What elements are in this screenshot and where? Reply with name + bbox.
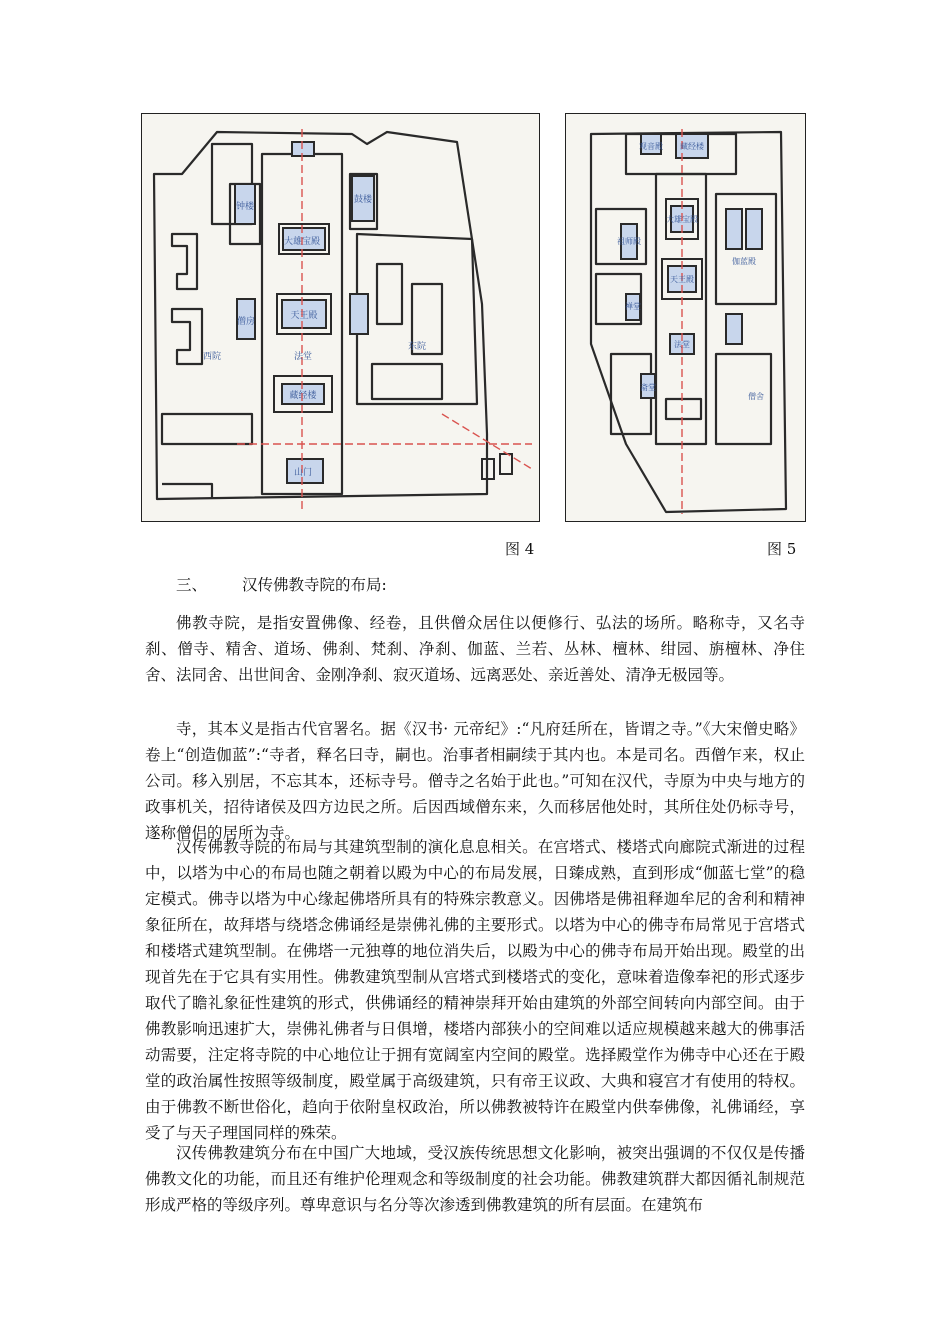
- figure-4-temple-plan: [141, 113, 540, 522]
- fig4-label-monk-quarters: 僧房: [236, 317, 256, 327]
- fig4-label-main-hall: 大雄宝殿: [283, 237, 321, 247]
- fig4-label-dharma-hall: 法堂: [293, 352, 313, 362]
- fig5-label-main-hall: 大雄宝殿: [666, 215, 698, 224]
- section-number: 三、: [176, 576, 208, 594]
- fig4-label-west-court: 西院: [202, 352, 222, 362]
- fig4-label-bell-tower: 钟楼: [235, 202, 255, 212]
- paragraph-3: 汉传佛教寺院的布局与其建筑型制的演化息息相关。在宫塔式、楼塔式向廊院式渐进的过程中，以塔为中心的布局也随之朝着以殿为中心的布局发展，日臻成熟，直到形成“伽蓝七堂”的稳定模式。佛寺以塔为中心缘起佛塔所具有的特殊宗教意义。因佛塔是佛祖释迦牟尼的舍利和精神象征所在，故拜塔与绕塔念佛诵经是崇佛礼佛的主要形式。以塔为中心的佛寺布局常见于宫塔式和楼塔式建筑型制。在佛塔一元独尊的地位消失后，以殿为中心的佛寺布局开始出现。殿堂的出现首先在于它具有实用性。佛教建筑型制从宫塔式到楼塔式的变化，意味着造像奉祀的形式逐步取代了瞻礼象征性建筑的形式，供佛诵经的精神崇拜开始由建筑的外部空间转向内部空间。由于佛教影响迅速扩大，崇佛礼佛者与日俱增，楼塔内部狭小的空间难以适应规模越来越大的佛事活动需要，注定将寺院的中心地位让于拥有宽阔室内空间的殿堂。选择殿堂作为佛寺中心还在于殿堂的政治属性按照等级制度，殿堂属于高级建筑，只有帝王议政、大典和寝宫才有使用的特权。由于佛教不断世俗化，趋向于依附皇权政治，所以佛教被特许在殿堂内供奉佛像，礼佛诵经，享受了与天子理国同样的殊荣。: [145, 838, 805, 1142]
- section-heading: [145, 572, 805, 598]
- figure-5-temple-plan: [565, 113, 806, 522]
- temple-plan-sketch-4: [142, 114, 539, 521]
- fig5-label-guanyin-hall: 观音殿: [639, 142, 663, 151]
- fig5-label-dining-hall: 斋堂: [640, 383, 656, 392]
- fig4-label-drum-tower: 鼓楼: [353, 195, 373, 205]
- temple-plan-sketch-5: [566, 114, 805, 521]
- fig5-label-sangharama-hall: 伽蓝殿: [732, 257, 756, 266]
- paragraph-4: 汉传佛教建筑分布在中国广大地域，受汉族传统思想文化影响，被突出强调的不仅仅是传播佛教文化的功能，而且还有维护伦理观念和等级制度的社会功能。佛教建筑群大都因循礼制规范形成严格的等级序列。尊卑意识与名分等次渗透到佛教建筑的所有层面。在建筑布: [145, 1144, 805, 1214]
- fig4-label-gate: 山门: [293, 468, 313, 478]
- paragraph-2: 寺，其本义是指古代官署名。据《汉书· 元帝纪》:“凡府廷所在，皆谓之寺。”《大宋僧史略》卷上“创造伽蓝”:“寺者，释名曰寺，嗣也。治事者相嗣续于其内也。本是司名。西僧乍来，权止公司。移入别居，不忘其本，还标寺号。僧寺之名始于此也。”可知在汉代，寺原为中央与地方的政事机关，招待诸侯及四方边民之所。后因西域僧东来，久而移居他处时，其所住处仍标寺号，遂称僧侣的居所为寺。: [145, 720, 805, 842]
- fig5-label-patriarch-hall: 祖师殿: [617, 237, 641, 246]
- figure-4-caption: 图 4: [505, 540, 535, 558]
- fig4-label-sutra-library: 藏经楼: [289, 391, 317, 401]
- fig5-label-sutra-library: 藏经楼: [680, 142, 704, 151]
- section-title: 汉传佛教寺院的布局:: [242, 576, 387, 594]
- fig5-label-meditation-hall: 禅堂: [625, 302, 641, 311]
- paragraph-1: 佛教寺院，是指安置佛像、经卷，且供僧众居住以便修行、弘法的场所。略称寺，又名寺刹、僧寺、精舍、道场、佛刹、梵刹、净刹、伽蓝、兰若、丛林、檀林、绀园、旃檀林、净住舍、法同舍、出世间舍、金刚净刹、寂灭道场、远离恶处、亲近善处、清净无极园等。: [145, 614, 805, 684]
- fig5-label-monk-quarters: 僧舍: [748, 392, 764, 401]
- fig4-label-heavenly-kings-hall: 天王殿: [290, 311, 318, 321]
- fig4-label-east-court: 东院: [407, 342, 427, 352]
- fig5-label-dharma-hall: 法堂: [674, 340, 690, 349]
- figure-5-caption: 图 5: [767, 540, 797, 558]
- fig5-label-heavenly-kings-hall: 天王殿: [670, 275, 694, 284]
